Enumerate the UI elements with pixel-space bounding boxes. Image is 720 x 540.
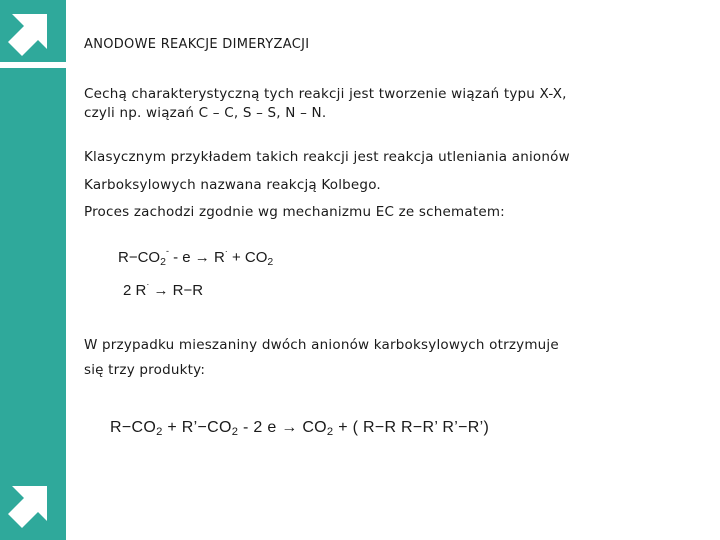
paragraph-line: W przypadku mieszaniny dwóch anionów karboksylowych otrzymuje [84, 337, 559, 353]
arrow-icon [0, 0, 66, 62]
paragraph-line: Proces zachodzi zgodnie wg mechanizmu EC ze schematem: [84, 204, 505, 220]
eq-part: 2 R [123, 282, 147, 299]
equation-mixed [110, 419, 489, 438]
equation-oxidation [118, 246, 273, 268]
arrow-icon [0, 478, 66, 540]
eq-superscript: - [165, 246, 169, 256]
paragraph-line: Cechą charakterystyczną tych reakcji jest tworzenie wiązań typu X-X, [84, 86, 567, 102]
eq-part: + ( R−R R−R’ R’−R’) [333, 419, 490, 436]
eq-part: - e → R [168, 249, 225, 266]
sidebar-band [0, 0, 66, 540]
paragraph-line: czyli np. wiązań C – C, S – S, N – N. [84, 105, 327, 121]
eq-radical-dot: · [224, 246, 228, 256]
eq-subscript: 2 [326, 426, 334, 438]
eq-subscript: 2 [267, 256, 274, 268]
eq-part: + R’−CO [162, 419, 232, 436]
eq-subscript: 2 [231, 426, 239, 438]
eq-part: - 2 e → CO [238, 419, 327, 436]
eq-part: R−CO [110, 419, 157, 436]
eq-subscript: 2 [160, 256, 166, 268]
equation-dimerization [123, 279, 203, 299]
slide-title: ANODOWE REAKCJE DIMERYZACJI [84, 37, 310, 52]
eq-part: R−CO [118, 249, 161, 266]
eq-part: → R−R [149, 282, 204, 299]
sidebar-divider [0, 62, 66, 68]
paragraph-line: Klasycznym przykładem takich reakcji jest reakcja utleniania anionów [84, 149, 570, 165]
eq-radical-dot: · [146, 279, 150, 289]
eq-part: + CO [231, 249, 268, 266]
paragraph-line: się trzy produkty: [84, 362, 206, 378]
eq-subscript: 2 [156, 426, 163, 438]
paragraph-line: Karboksylowych nazwana reakcją Kolbego. [84, 177, 381, 193]
